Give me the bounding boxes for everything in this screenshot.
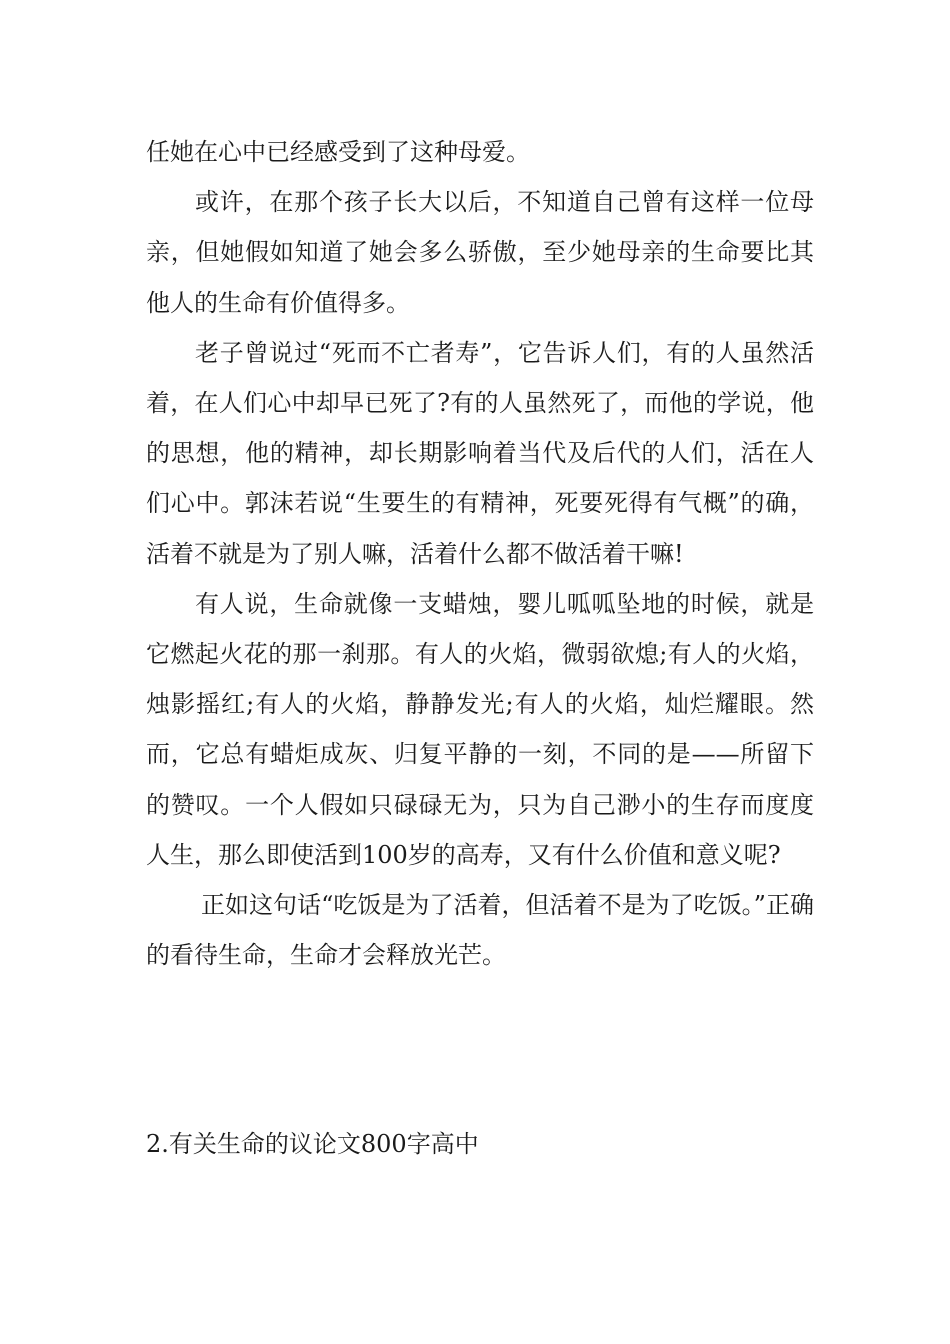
paragraph-continuation: 任她在心中已经感受到了这种母爱。: [146, 138, 530, 166]
document-body: [146, 127, 814, 980]
paragraph-conclusion: 正如这句话“吃饭是为了活着，但活着不是为了吃饭。”正确的看待生命，生命才会释放光芒。: [146, 891, 814, 970]
section-heading: 2.有关生命的议论文800字高中: [146, 1130, 479, 1158]
paragraph-candle: 有人说，生命就像一支蜡烛，婴儿呱呱坠地的时候，就是它燃起火花的那一刹那。有人的火焰，微弱欲熄;有人的火焰，烛影摇红;有人的火焰，静静发光;有人的火焰，灿烂耀眼。然而，它总有蜡炬成灰、归复平静的一刻，不同的是——所留下的赞叹。一个人假如只碌碌无为，只为自己渺小的生存而度度人生，那么即使活到100岁的高寿，又有什么价值和意义呢?: [146, 589, 814, 869]
paragraph-laozi: 老子曾说过“死而不亡者寿”，它告诉人们，有的人虽然活着，在人们心中却早已死了?有的人虽然死了，而他的学说，他的思想，他的精神，却长期影响着当代及后代的人们，活在人们心中。郭沫若说“生要生的有精神，死要死得有气概”的确，活着不就是为了别人嘛，活着什么都不做活着干嘛!: [146, 338, 814, 568]
paragraph-mother: 或许，在那个孩子长大以后，不知道自己曾有这样一位母亲，但她假如知道了她会多么骄傲，至少她母亲的生命要比其他人的生命有价值得多。: [146, 188, 814, 317]
